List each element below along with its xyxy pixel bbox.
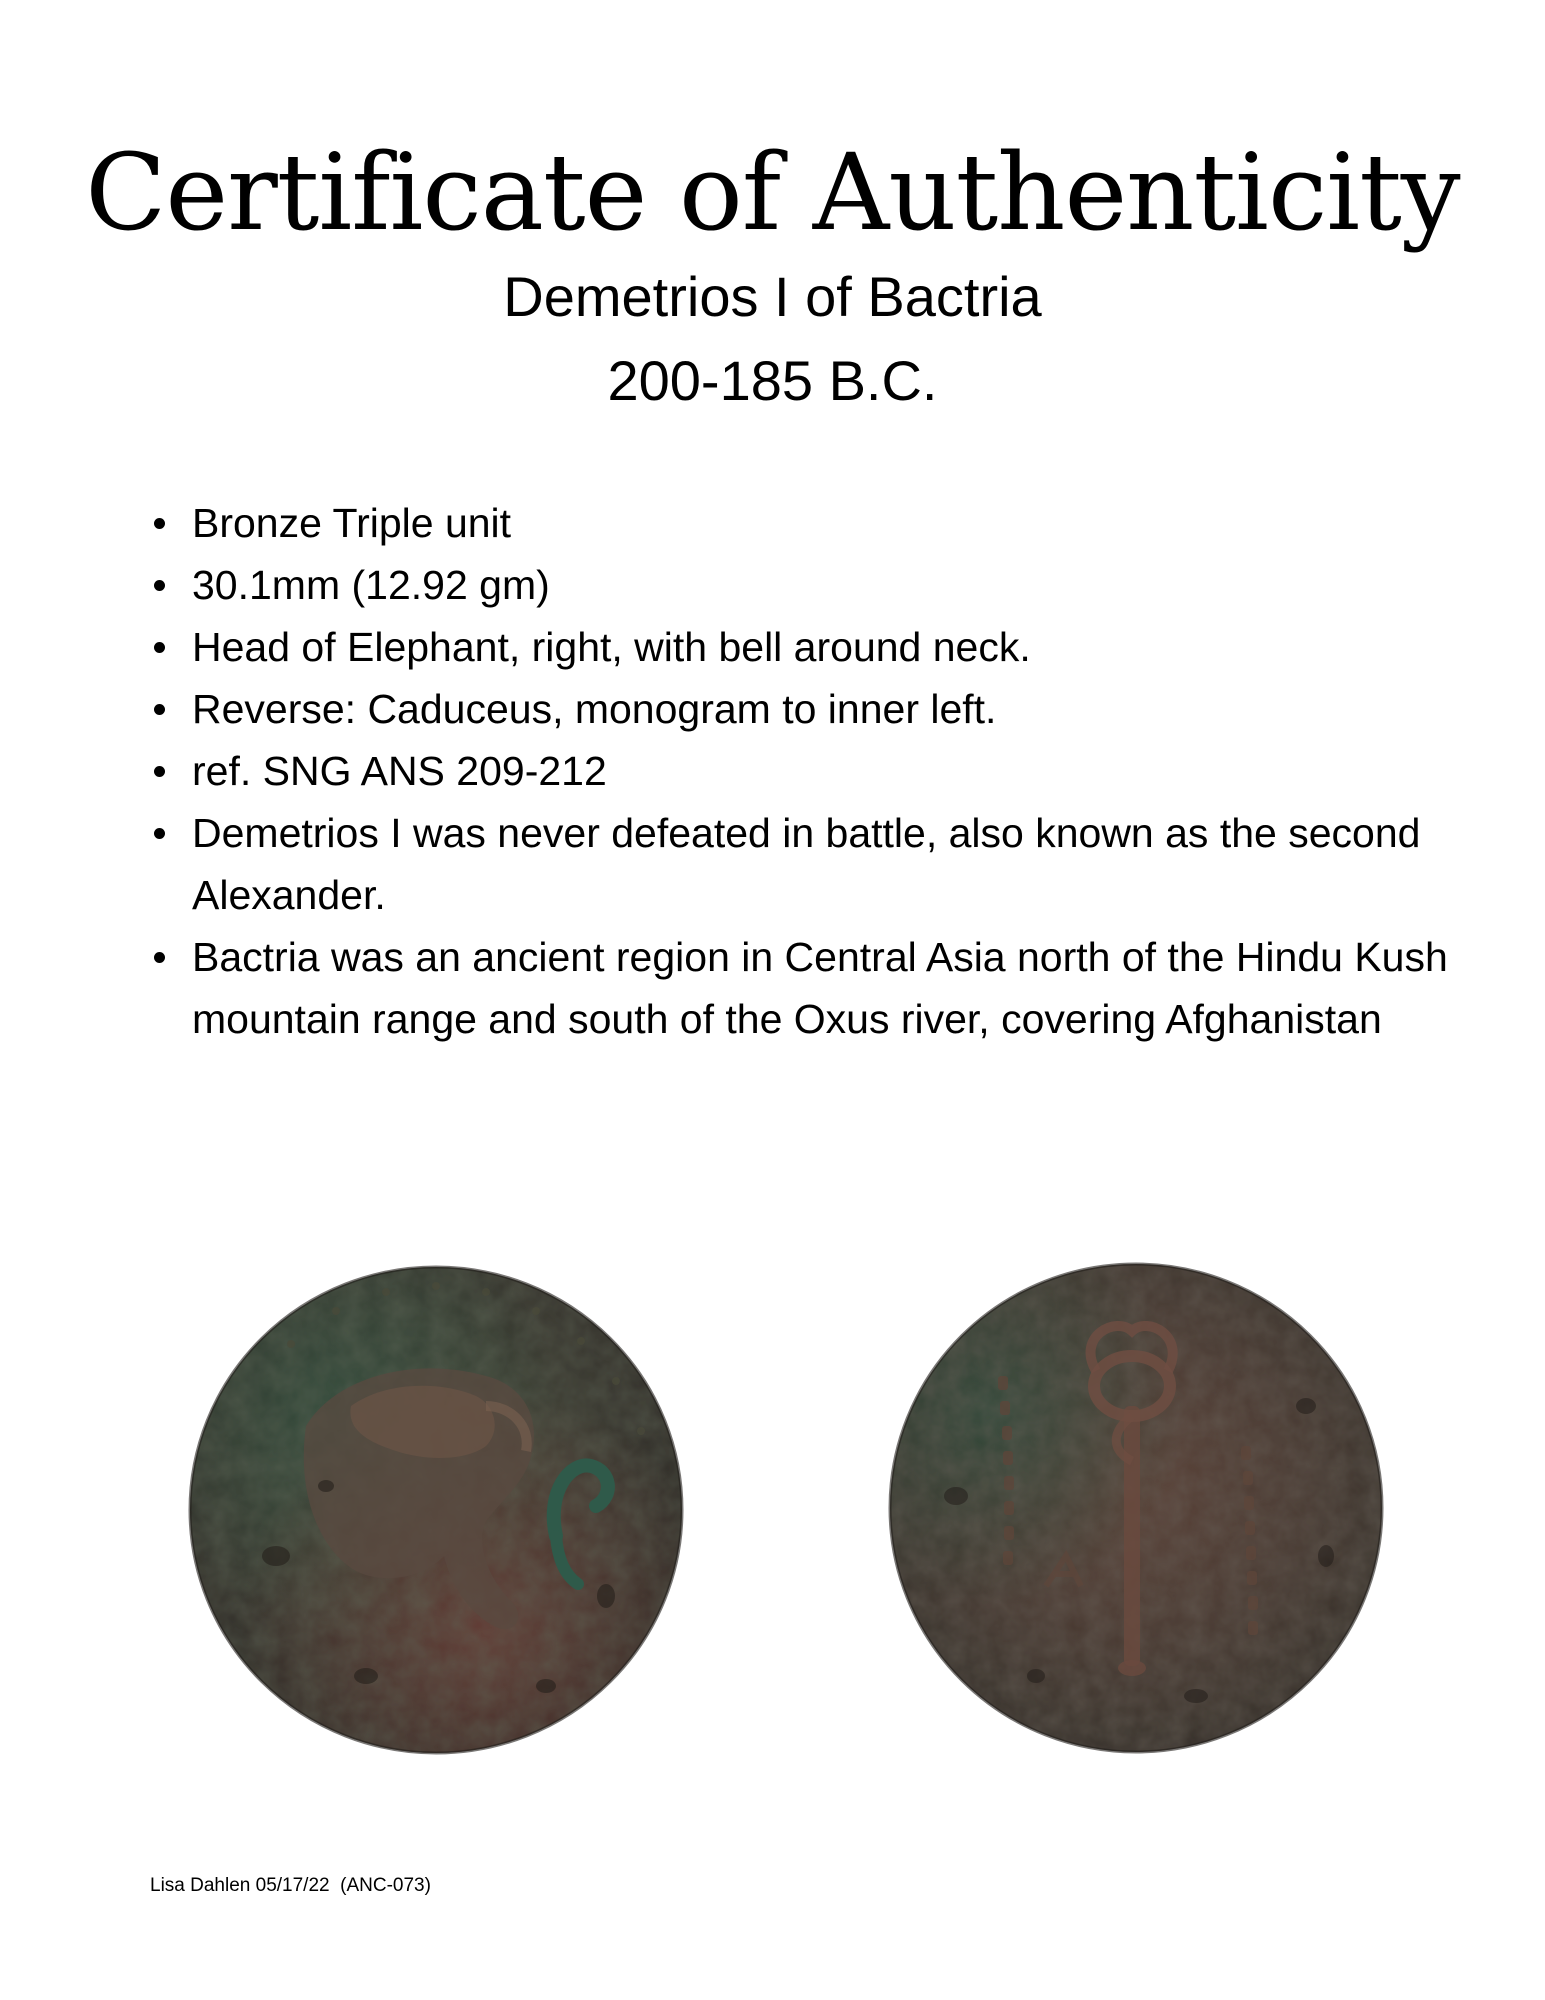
fact-item-denomination: Bronze Triple unit <box>192 492 1452 554</box>
fact-item-history: Demetrios I was never defeated in battle, also known as the second Alexander. <box>192 802 1452 926</box>
signature-footer: Lisa Dahlen 05/17/22 (ANC-073) <box>150 1875 431 1896</box>
fact-item-reverse: Reverse: Caduceus, monogram to inner left. <box>192 678 1452 740</box>
fact-item-reference: ref. SNG ANS 209-212 <box>192 740 1452 802</box>
fact-item-size-weight: 30.1mm (12.92 gm) <box>192 554 1452 616</box>
certificate-title: Certificate of Authenticity <box>85 131 1460 254</box>
fact-item-obverse: Head of Elephant, right, with bell around neck. <box>192 616 1452 678</box>
reverse-coin-image <box>886 1256 1386 1756</box>
obverse-coin-image <box>186 1256 686 1756</box>
caduceus-coin-image <box>886 1256 1386 1756</box>
fact-item-bactria: Bactria was an ancient region in Central Asia north of the Hindu Kush mountain range and south of the Oxus river, covering Afghanistan <box>192 926 1452 1050</box>
elephant-head-coin-image <box>186 1256 686 1756</box>
coin-date-range: 200-185 B.C. <box>607 349 938 412</box>
coin-ruler: Demetrios I of Bactria <box>503 265 1042 328</box>
coin-facts-list <box>150 492 1452 1050</box>
